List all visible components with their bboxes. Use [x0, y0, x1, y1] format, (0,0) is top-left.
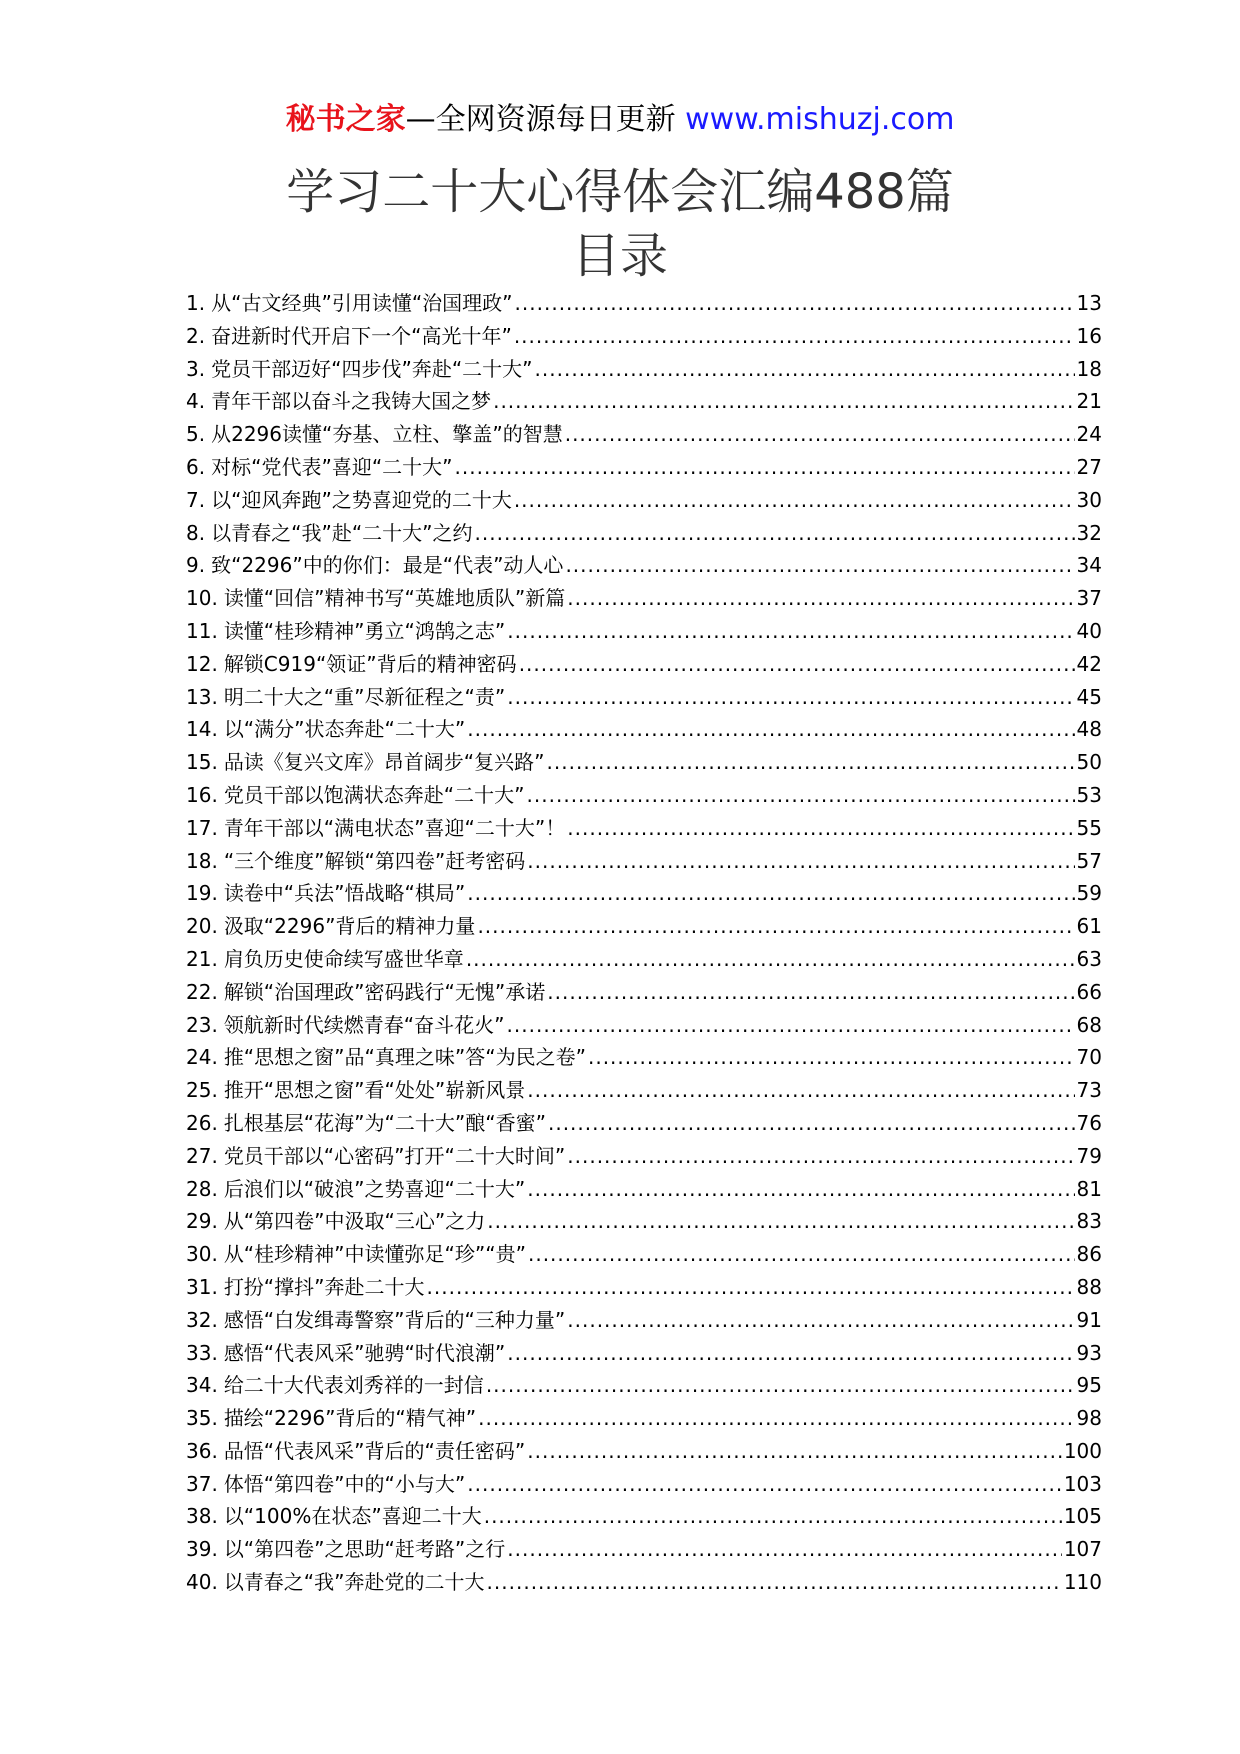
toc-entry[interactable]: [186, 1468, 1102, 1501]
toc-entry-number: 6.: [186, 454, 206, 479]
toc-entry-text: 品读《复兴文库》昂首阔步“复兴路”: [223, 750, 545, 775]
toc-dot-leader: [527, 779, 1075, 812]
toc-entry-title: [186, 1402, 476, 1435]
toc-entry-number: 36.: [186, 1438, 218, 1463]
toc-entry-title: [186, 746, 545, 779]
toc-entry-title: [186, 1107, 546, 1140]
toc-entry-number: 34.: [186, 1373, 218, 1398]
toc-entry-text: 汲取“2296”背后的精神力量: [223, 914, 476, 939]
toc-entry[interactable]: [186, 1402, 1102, 1435]
toc-entry[interactable]: [186, 353, 1102, 386]
toc-page-number: 57: [1076, 848, 1102, 873]
toc-entry-text: 后浪们以“破浪”之势喜迎“二十大”: [223, 1176, 526, 1201]
toc-page-number: 100: [1063, 1438, 1102, 1463]
toc-entry[interactable]: [186, 779, 1102, 812]
toc-entry[interactable]: [186, 385, 1102, 418]
toc-entry-title: [186, 320, 512, 353]
table-of-contents: [186, 287, 1102, 1599]
toc-entry-number: 11.: [186, 618, 218, 643]
toc-entry-text: 党员干部以饱满状态奔赴“二十大”: [223, 782, 525, 807]
toc-dot-leader: [527, 1074, 1074, 1107]
toc-entry-text: 推开“思想之窗”看“处处”崭新风景: [223, 1078, 526, 1103]
toc-page-number: 42: [1076, 651, 1102, 676]
toc-entry-text: 给二十大代表刘秀祥的一封信: [223, 1373, 484, 1398]
toc-dot-leader: [486, 1369, 1075, 1402]
toc-entry-title: [186, 681, 505, 714]
toc-entry-title: [186, 812, 565, 845]
toc-page-number: 95: [1076, 1373, 1102, 1398]
toc-entry-title: [186, 287, 513, 320]
toc-dot-leader: [487, 1566, 1062, 1599]
toc-entry-number: 24.: [186, 1045, 218, 1070]
toc-entry[interactable]: [186, 812, 1102, 845]
toc-entry-title: [186, 1500, 482, 1533]
toc-entry-number: 4.: [186, 389, 206, 414]
toc-dot-leader: [507, 681, 1074, 714]
toc-entry-number: 38.: [186, 1504, 218, 1529]
toc-dot-leader: [455, 451, 1075, 484]
toc-entry-title: [186, 1009, 505, 1042]
toc-page-number: 88: [1076, 1274, 1102, 1299]
toc-page-number: 55: [1076, 815, 1102, 840]
toc-entry-text: 以青春之“我”赴“二十大”之约: [211, 520, 473, 545]
toc-entry-text: 从“桂珍精神”中读懂弥足“珍”“贵”: [223, 1242, 526, 1267]
toc-page-number: 32: [1076, 520, 1102, 545]
toc-entry-title: [186, 713, 465, 746]
site-url-link[interactable]: www.mishuzj.com: [685, 102, 955, 137]
toc-entry-title: [186, 648, 517, 681]
toc-entry-title: [186, 1533, 505, 1566]
toc-entry[interactable]: [186, 746, 1102, 779]
toc-entry-text: 读懂“回信”精神书写“英雄地质队”新篇: [223, 586, 566, 611]
toc-entry-number: 2.: [186, 323, 206, 348]
toc-dot-leader: [507, 1337, 1074, 1370]
toc-entry-number: 12.: [186, 651, 218, 676]
toc-page-number: 53: [1076, 782, 1102, 807]
toc-page-number: 86: [1076, 1242, 1102, 1267]
toc-entry[interactable]: [186, 910, 1102, 943]
toc-entry-number: 37.: [186, 1471, 218, 1496]
toc-page-number: 13: [1076, 291, 1102, 315]
toc-page-number: 79: [1076, 1143, 1102, 1168]
toc-entry-number: 14.: [186, 717, 218, 742]
toc-entry-title: [186, 1041, 586, 1074]
toc-entry[interactable]: [186, 943, 1102, 976]
toc-entry-number: 7.: [186, 487, 206, 512]
toc-entry[interactable]: [186, 976, 1102, 1009]
toc-entry-title: [186, 1566, 485, 1599]
toc-entry[interactable]: [186, 549, 1102, 582]
toc-entry-text: 党员干部迈好“四步伐”奔赴“二十大”: [211, 356, 533, 381]
toc-entry-number: 21.: [186, 946, 218, 971]
toc-entry-number: 25.: [186, 1078, 218, 1103]
toc-entry-number: 19.: [186, 881, 218, 906]
toc-entry-number: 1.: [186, 291, 206, 315]
toc-entry-text: 感悟“白发缉毒警察”背后的“三种力量”: [223, 1307, 566, 1332]
toc-entry[interactable]: [186, 845, 1102, 878]
toc-entry[interactable]: [186, 418, 1102, 451]
toc-entry[interactable]: [186, 1304, 1102, 1337]
toc-dot-leader: [507, 1533, 1062, 1566]
toc-entry-title: [186, 582, 565, 615]
toc-dot-leader: [567, 1304, 1074, 1337]
toc-entry-text: 以“满分”状态奔赴“二十大”: [223, 717, 466, 742]
toc-entry-number: 27.: [186, 1143, 218, 1168]
toc-dot-leader: [527, 845, 1074, 878]
toc-entry[interactable]: [186, 1205, 1102, 1238]
toc-entry-text: 对标“党代表”喜迎“二十大”: [211, 454, 453, 479]
toc-page-number: 63: [1076, 946, 1102, 971]
toc-entry-text: 读懂“桂珍精神”勇立“鸿鹄之志”: [223, 618, 506, 643]
toc-entry-title: [186, 1238, 526, 1271]
toc-entry-text: 从“古文经典”引用读懂“治国理政”: [211, 291, 513, 315]
toc-entry-text: 以“第四卷”之思助“赶考路”之行: [223, 1537, 506, 1562]
toc-entry-number: 3.: [186, 356, 206, 381]
toc-entry-text: 从“第四卷”中汲取“三心”之力: [223, 1209, 486, 1234]
toc-dot-leader: [514, 484, 1075, 517]
toc-entry-title: [186, 910, 475, 943]
toc-page-number: 59: [1076, 881, 1102, 906]
toc-entry-text: 党员干部以“心密码”打开“二十大时间”: [223, 1143, 566, 1168]
toc-entry-text: 致“2296”中的你们：最是“代表”动人心: [211, 553, 564, 578]
toc-dot-leader: [478, 1402, 1074, 1435]
toc-entry-title: [186, 1173, 525, 1206]
toc-entry-text: 以青春之“我”奔赴党的二十大: [223, 1570, 485, 1595]
toc-entry-title: [186, 517, 473, 550]
toc-heading: 目录: [571, 228, 668, 284]
toc-entry[interactable]: [186, 648, 1102, 681]
toc-entry-number: 29.: [186, 1209, 218, 1234]
toc-entry[interactable]: [186, 517, 1102, 550]
toc-dot-leader: [567, 1140, 1074, 1173]
toc-entry-number: 28.: [186, 1176, 218, 1201]
toc-page-number: 34: [1076, 553, 1102, 578]
toc-entry-title: [186, 418, 563, 451]
toc-page-number: 103: [1063, 1471, 1102, 1496]
toc-entry-title: [186, 1369, 484, 1402]
toc-dot-leader: [527, 1173, 1074, 1206]
site-header: [0, 100, 1240, 140]
toc-entry-number: 18.: [186, 848, 218, 873]
toc-page-number: 107: [1063, 1537, 1102, 1562]
toc-page-number: 93: [1076, 1340, 1102, 1365]
toc-entry-title: [186, 1140, 565, 1173]
toc-dot-leader: [588, 1041, 1075, 1074]
toc-dot-leader: [527, 1435, 1062, 1468]
toc-page-number: 30: [1076, 487, 1102, 512]
toc-entry-number: 10.: [186, 586, 218, 611]
toc-page-number: 110: [1063, 1570, 1102, 1595]
toc-entry-title: [186, 385, 491, 418]
toc-entry-text: 品悟“代表风采”背后的“责任密码”: [223, 1438, 526, 1463]
toc-entry-number: 16.: [186, 782, 218, 807]
toc-page-number: 68: [1076, 1012, 1102, 1037]
toc-entry-title: [186, 779, 525, 812]
toc-entry-title: [186, 353, 533, 386]
toc-dot-leader: [427, 1271, 1075, 1304]
toc-page-number: 37: [1076, 586, 1102, 611]
toc-page-number: 76: [1076, 1110, 1102, 1135]
toc-entry[interactable]: [186, 320, 1102, 353]
toc-page-number: 16: [1076, 323, 1102, 348]
toc-entry-title: [186, 1304, 565, 1337]
toc-dot-leader: [565, 418, 1075, 451]
toc-entry[interactable]: [186, 1533, 1102, 1566]
toc-entry-text: 解锁C919“领证”背后的精神密码: [223, 651, 517, 676]
toc-dot-leader: [477, 910, 1074, 943]
toc-entry-number: 22.: [186, 979, 218, 1004]
toc-entry-text: 肩负历史使命续写盛世华章: [223, 946, 464, 971]
toc-entry[interactable]: [186, 1500, 1102, 1533]
toc-page-number: 27: [1076, 454, 1102, 479]
toc-entry-text: 推“思想之窗”品“真理之味”答“为民之卷”: [223, 1045, 586, 1070]
toc-entry-text: 读卷中“兵法”悟战略“棋局”: [223, 881, 466, 906]
toc-entry-title: [186, 615, 505, 648]
toc-entry-number: 23.: [186, 1012, 218, 1037]
toc-entry-text: 青年干部以“满电状态”喜迎“二十大”！: [223, 815, 566, 840]
toc-entry-title: [186, 1271, 425, 1304]
toc-entry-text: 感悟“代表风采”驰骋“时代浪潮”: [223, 1340, 506, 1365]
toc-entry[interactable]: [186, 615, 1102, 648]
toc-page-number: 98: [1076, 1406, 1102, 1431]
slogan: —全网资源每日更新: [405, 102, 676, 137]
toc-entry-text: “三个维度”解锁“第四卷”赶考密码: [223, 848, 526, 873]
toc-dot-leader: [467, 877, 1074, 910]
toc-entry-text: 解锁“治国理政”密码践行“无愧”承诺: [223, 979, 546, 1004]
toc-entry-number: 13.: [186, 684, 218, 709]
toc-entry[interactable]: [186, 1140, 1102, 1173]
toc-page-number: 21: [1076, 389, 1102, 414]
toc-dot-leader: [514, 320, 1075, 353]
toc-entry-text: 扎根基层“花海”为“二十大”酿“香蜜”: [223, 1110, 546, 1135]
toc-entry-title: [186, 845, 525, 878]
toc-dot-leader: [475, 517, 1075, 550]
toc-entry-title: [186, 484, 512, 517]
toc-entry[interactable]: [186, 1238, 1102, 1271]
toc-entry-title: [186, 549, 563, 582]
toc-entry[interactable]: [186, 1435, 1102, 1468]
toc-entry-title: [186, 943, 464, 976]
toc-page-number: 24: [1076, 422, 1102, 447]
toc-dot-leader: [467, 713, 1074, 746]
toc-dot-leader: [487, 1205, 1074, 1238]
toc-entry[interactable]: [186, 1173, 1102, 1206]
toc-entry-title: [186, 976, 545, 1009]
toc-entry-number: 35.: [186, 1406, 218, 1431]
toc-dot-leader: [567, 812, 1074, 845]
toc-entry-text: 以“迎风奔跑”之势喜迎党的二十大: [211, 487, 512, 512]
toc-dot-leader: [567, 582, 1074, 615]
toc-entry-title: [186, 1337, 505, 1370]
toc-entry-text: 体悟“第四卷”中的“小与大”: [223, 1471, 466, 1496]
toc-entry-number: 15.: [186, 750, 218, 775]
toc-entry-number: 39.: [186, 1537, 218, 1562]
toc-entry-number: 30.: [186, 1242, 218, 1267]
toc-entry-number: 9.: [186, 553, 206, 578]
toc-entry-text: 领航新时代续燃青春“奋斗花火”: [223, 1012, 505, 1037]
toc-dot-leader: [565, 549, 1074, 582]
toc-entry[interactable]: [186, 484, 1102, 517]
toc-entry-number: 33.: [186, 1340, 218, 1365]
toc-entry[interactable]: [186, 582, 1102, 615]
toc-entry-number: 31.: [186, 1274, 218, 1299]
toc-page-number: 40: [1076, 618, 1102, 643]
toc-page-number: 48: [1076, 717, 1102, 742]
toc-entry-number: 5.: [186, 422, 206, 447]
toc-dot-leader: [507, 1009, 1075, 1042]
toc-page-number: 105: [1063, 1504, 1102, 1529]
toc-page-number: 45: [1076, 684, 1102, 709]
toc-entry-title: [186, 1074, 525, 1107]
toc-entry-title: [186, 877, 465, 910]
toc-entry-number: 17.: [186, 815, 218, 840]
toc-entry-title: [186, 1468, 465, 1501]
toc-dot-leader: [547, 976, 1074, 1009]
toc-entry[interactable]: [186, 1107, 1102, 1140]
toc-entry-text: 奋进新时代开启下一个“高光十年”: [211, 323, 512, 348]
toc-dot-leader: [547, 746, 1075, 779]
toc-dot-leader: [515, 287, 1075, 320]
toc-entry[interactable]: [186, 1009, 1102, 1042]
toc-entry[interactable]: [186, 877, 1102, 910]
toc-page-number: 83: [1076, 1209, 1102, 1234]
toc-entry-number: 26.: [186, 1110, 218, 1135]
toc-page-number: 91: [1076, 1307, 1102, 1332]
toc-dot-leader: [507, 615, 1074, 648]
toc-entry[interactable]: [186, 1074, 1102, 1107]
toc-entry[interactable]: [186, 1566, 1102, 1599]
brand-name: 秘书之家: [285, 102, 406, 137]
toc-entry[interactable]: [186, 287, 1102, 320]
toc-entry-title: [186, 451, 453, 484]
toc-page-number: 50: [1076, 750, 1102, 775]
toc-dot-leader: [535, 353, 1075, 386]
toc-entry[interactable]: [186, 713, 1102, 746]
toc-dot-leader: [467, 1468, 1062, 1501]
toc-entry-text: 打扮“撑抖”奔赴二十大: [223, 1274, 425, 1299]
toc-entry-number: 32.: [186, 1307, 218, 1332]
toc-entry[interactable]: [186, 1369, 1102, 1402]
toc-page-number: 70: [1076, 1045, 1102, 1070]
toc-entry-text: 以“100%在状态”喜迎二十大: [223, 1504, 482, 1529]
toc-page-number: 73: [1076, 1078, 1102, 1103]
document-title: 学习二十大心得体会汇编488篇: [286, 164, 954, 220]
toc-entry-number: 20.: [186, 914, 218, 939]
toc-entry-text: 描绘“2296”背后的“精气神”: [223, 1406, 477, 1431]
toc-entry-title: [186, 1435, 525, 1468]
toc-entry-text: 明二十大之“重”尽新征程之“责”: [223, 684, 506, 709]
toc-entry[interactable]: [186, 1041, 1102, 1074]
toc-entry[interactable]: [186, 451, 1102, 484]
toc-page-number: 66: [1076, 979, 1102, 1004]
toc-dot-leader: [493, 385, 1074, 418]
toc-dot-leader: [484, 1500, 1062, 1533]
toc-dot-leader: [466, 943, 1075, 976]
toc-entry-text: 青年干部以奋斗之我铸大国之梦: [211, 389, 492, 414]
toc-page-number: 18: [1076, 356, 1102, 381]
toc-entry[interactable]: [186, 1271, 1102, 1304]
toc-entry-title: [186, 1205, 485, 1238]
toc-entry-text: 从2296读懂“夯基、立柱、擎盖”的智慧: [211, 422, 563, 447]
toc-dot-leader: [528, 1238, 1075, 1271]
toc-entry[interactable]: [186, 1337, 1102, 1370]
toc-page-number: 61: [1076, 914, 1102, 939]
toc-dot-leader: [519, 648, 1075, 681]
toc-entry-number: 8.: [186, 520, 206, 545]
toc-page-number: 81: [1076, 1176, 1102, 1201]
toc-entry-number: 40.: [186, 1570, 218, 1595]
toc-entry[interactable]: [186, 681, 1102, 714]
toc-dot-leader: [548, 1107, 1075, 1140]
